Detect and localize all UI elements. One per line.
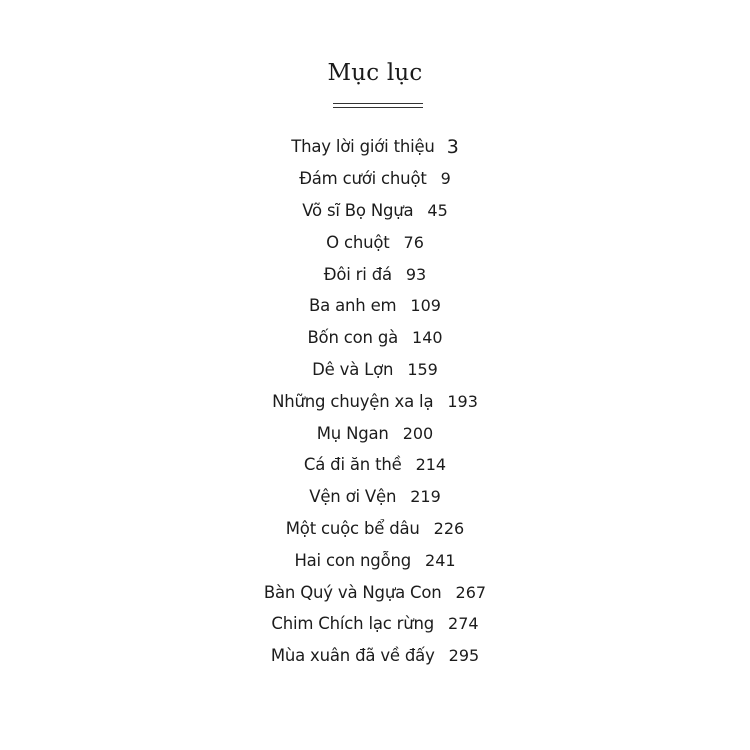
toc-entry-title: Hai con ngỗng — [294, 550, 412, 570]
toc-entry-page: 226 — [433, 518, 465, 538]
toc-entry-page: 214 — [415, 455, 447, 475]
toc-entry — [0, 226, 750, 258]
title-underline-top — [333, 103, 423, 104]
toc-entry — [0, 385, 750, 417]
page-title: Mục lục — [327, 60, 423, 86]
toc-entry — [0, 354, 750, 386]
title-underline-bottom — [333, 107, 423, 108]
toc-entry-page: 274 — [448, 614, 479, 634]
toc-entry-page: 93 — [405, 264, 427, 284]
toc-entry-title: Thay lời giới thiệu — [291, 137, 435, 157]
toc-entry-title: Mùa xuân đã về đấy — [270, 646, 435, 666]
toc-entry — [0, 608, 750, 640]
toc-entry-title: Ba anh em — [309, 296, 397, 316]
toc-entry — [0, 449, 750, 481]
toc-entry — [0, 195, 750, 227]
toc-entry-title: Đôi ri đá — [323, 264, 392, 284]
toc-entry — [0, 576, 750, 608]
toc-entry — [0, 163, 750, 195]
toc-entry-title: Đám cưới chuột — [299, 169, 427, 189]
toc-entry — [0, 290, 750, 322]
toc-entry — [0, 544, 750, 576]
toc-entry-title: Một cuộc bể dâu — [285, 518, 420, 538]
toc-entry — [0, 258, 750, 290]
toc-entry-page: 76 — [403, 232, 424, 252]
toc-entry-title: Bốn con gà — [307, 328, 399, 348]
toc-entry-title: Bàn Quý và Ngựa Con — [263, 582, 442, 602]
toc-entry-page: 193 — [447, 391, 478, 411]
toc-entry-title: Mụ Ngan — [316, 423, 389, 443]
toc-entry-title: Dê và Lợn — [312, 359, 394, 379]
toc-entry-page: 241 — [425, 550, 456, 570]
toc-entry-page: 295 — [448, 646, 480, 666]
toc-entry-page: 140 — [412, 328, 443, 348]
toc-entry-title: Vện ơi Vện — [309, 487, 397, 507]
toc-entry — [0, 640, 750, 672]
table-of-contents — [0, 131, 750, 672]
toc-entry-title: Võ sĩ Bọ Ngựa — [302, 200, 414, 220]
toc-entry-page: 159 — [407, 359, 438, 379]
toc-entry — [0, 513, 750, 545]
toc-entry-title: Chim Chích lạc rừng — [271, 614, 435, 634]
toc-entry-page: 3 — [446, 135, 459, 158]
toc-entry-title: Những chuyện xa lạ — [272, 391, 434, 411]
toc-entry — [0, 417, 750, 449]
toc-entry-page: 219 — [410, 487, 441, 507]
toc-entry — [0, 322, 750, 354]
toc-entry-page: 267 — [455, 582, 487, 602]
toc-entry-page: 9 — [440, 169, 451, 189]
toc-entry-page: 45 — [427, 200, 448, 220]
toc-entry-page: 109 — [410, 296, 441, 316]
toc-entry-page: 200 — [402, 423, 434, 443]
toc-entry — [0, 481, 750, 513]
toc-entry-title: Cá đi ăn thề — [303, 455, 402, 475]
toc-entry-title: O chuột — [326, 232, 390, 252]
toc-entry — [0, 131, 750, 163]
